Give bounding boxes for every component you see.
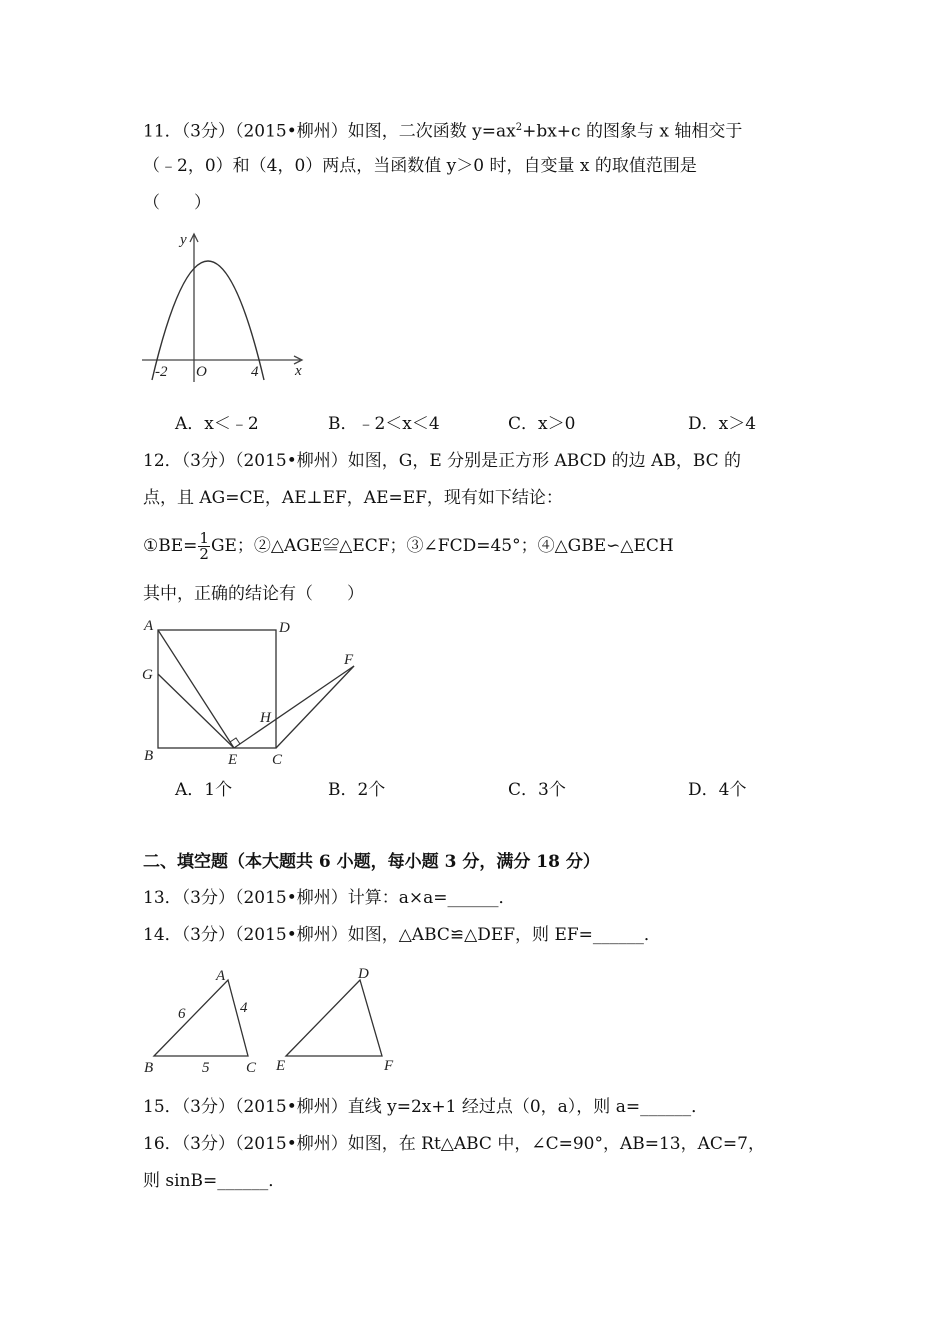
q11-choice-b[interactable]: B．﹣2＜x＜4 [328,414,440,434]
q12-segment-ge [158,674,234,748]
q12-c1-post: GE；②△AGE≌△ECF；③∠FCD=45°；④△GBE∽△ECH [210,536,674,556]
q15-text: 15．（3分）（2015•柳州）直线 y=2x+1 经过点（0，a），则 a=______． [143,1097,709,1117]
q11-line3: （ ） [143,193,211,213]
q14-label-f: F [384,1058,394,1074]
q12-segment-cf [276,666,354,748]
q12-line1: 12．（3分）（2015•柳州）如图，G，E 分别是正方形 ABCD 的边 AB，BC 的 [143,451,742,471]
q11-label-4: 4 [251,364,259,380]
q12-square-figure [138,612,368,774]
q14-label-c: C [246,1060,257,1076]
q11-choice-d[interactable]: D．x＞4 [688,414,757,434]
q11-choice-c[interactable]: C．x＞0 [508,414,576,434]
q11-label-x: x [295,363,302,379]
q12-label-c: C [272,752,283,768]
q12-conclusions [143,526,674,566]
q14-label-e: E [276,1058,286,1074]
q14-label-5: 5 [202,1060,210,1076]
q12-label-b: B [144,748,154,764]
section2-title: 二、填空题（本大题共 6 小题，每小题 3 分，满分 18 分） [143,852,600,872]
q12-square-abcd [158,630,276,748]
q16-line1: 16．（3分）（2015•柳州）如图，在 Rt△ABC 中，∠C=90°，AB=13，AC=7， [143,1134,765,1154]
q12-choice-b[interactable]: B．2个 [328,780,386,800]
q13-text: 13．（3分）（2015•柳州）计算：a×a=______． [143,888,516,908]
q12-fraction-den: 2 [199,545,209,563]
q11-label-neg2: -2 [155,364,168,380]
q12-choice-d[interactable]: D．4个 [688,780,747,800]
q11-line1 [143,116,742,144]
q11-line2: （﹣2，0）和（4，0）两点，当函数值 y＞0 时，自变量 x 的取值范围是 [143,156,697,176]
q11-parabola-figure [140,228,310,388]
q11-label-origin: O [196,364,207,380]
q14-label-b: B [144,1060,154,1076]
q14-triangles-figure [138,960,398,1080]
q12-segment-ef [234,666,354,748]
q11-parabola-curve [152,261,264,380]
q14-text: 14．（3分）（2015•柳州）如图，△ABC≌△DEF，则 EF=______． [143,925,661,945]
q12-fraction [198,531,210,562]
q16-line2: 则 sinB=______． [143,1171,286,1191]
q12-label-g: G [142,667,153,683]
q14-label-a: A [216,968,226,984]
q12-line4: 其中，正确的结论有（ ） [143,584,364,604]
q12-line2: 点，且 AG=CE，AE⊥EF，AE=EF，现有如下结论： [143,488,563,508]
q12-c1-pre: ①BE= [143,536,198,556]
q14-label-6: 6 [178,1006,186,1022]
q12-label-e: E [228,752,238,768]
q12-fraction-num: 1 [199,529,209,547]
q11-rest: +bx+c 的图象与 x 轴相交于 [522,121,743,142]
q14-triangle-def [286,980,382,1056]
q12-segment-ae [158,630,234,748]
q14-triangle-abc [154,980,248,1056]
q11-choice-a[interactable]: A．x＜﹣2 [175,414,259,434]
q11-superscript: 2 [515,122,523,133]
q12-label-a: A [144,618,154,634]
q12-choice-a[interactable]: A．1个 [175,780,233,800]
q12-choice-c[interactable]: C．3个 [508,780,566,800]
q12-label-d: D [279,620,290,636]
q12-label-h: H [260,710,271,726]
q11-header: 11．（3分）（2015•柳州）如图，二次函数 y=ax [143,121,516,142]
q11-label-y: y [180,232,187,248]
q12-label-f: F [344,652,354,668]
q14-label-d: D [358,966,369,982]
q14-label-4: 4 [240,1000,248,1016]
